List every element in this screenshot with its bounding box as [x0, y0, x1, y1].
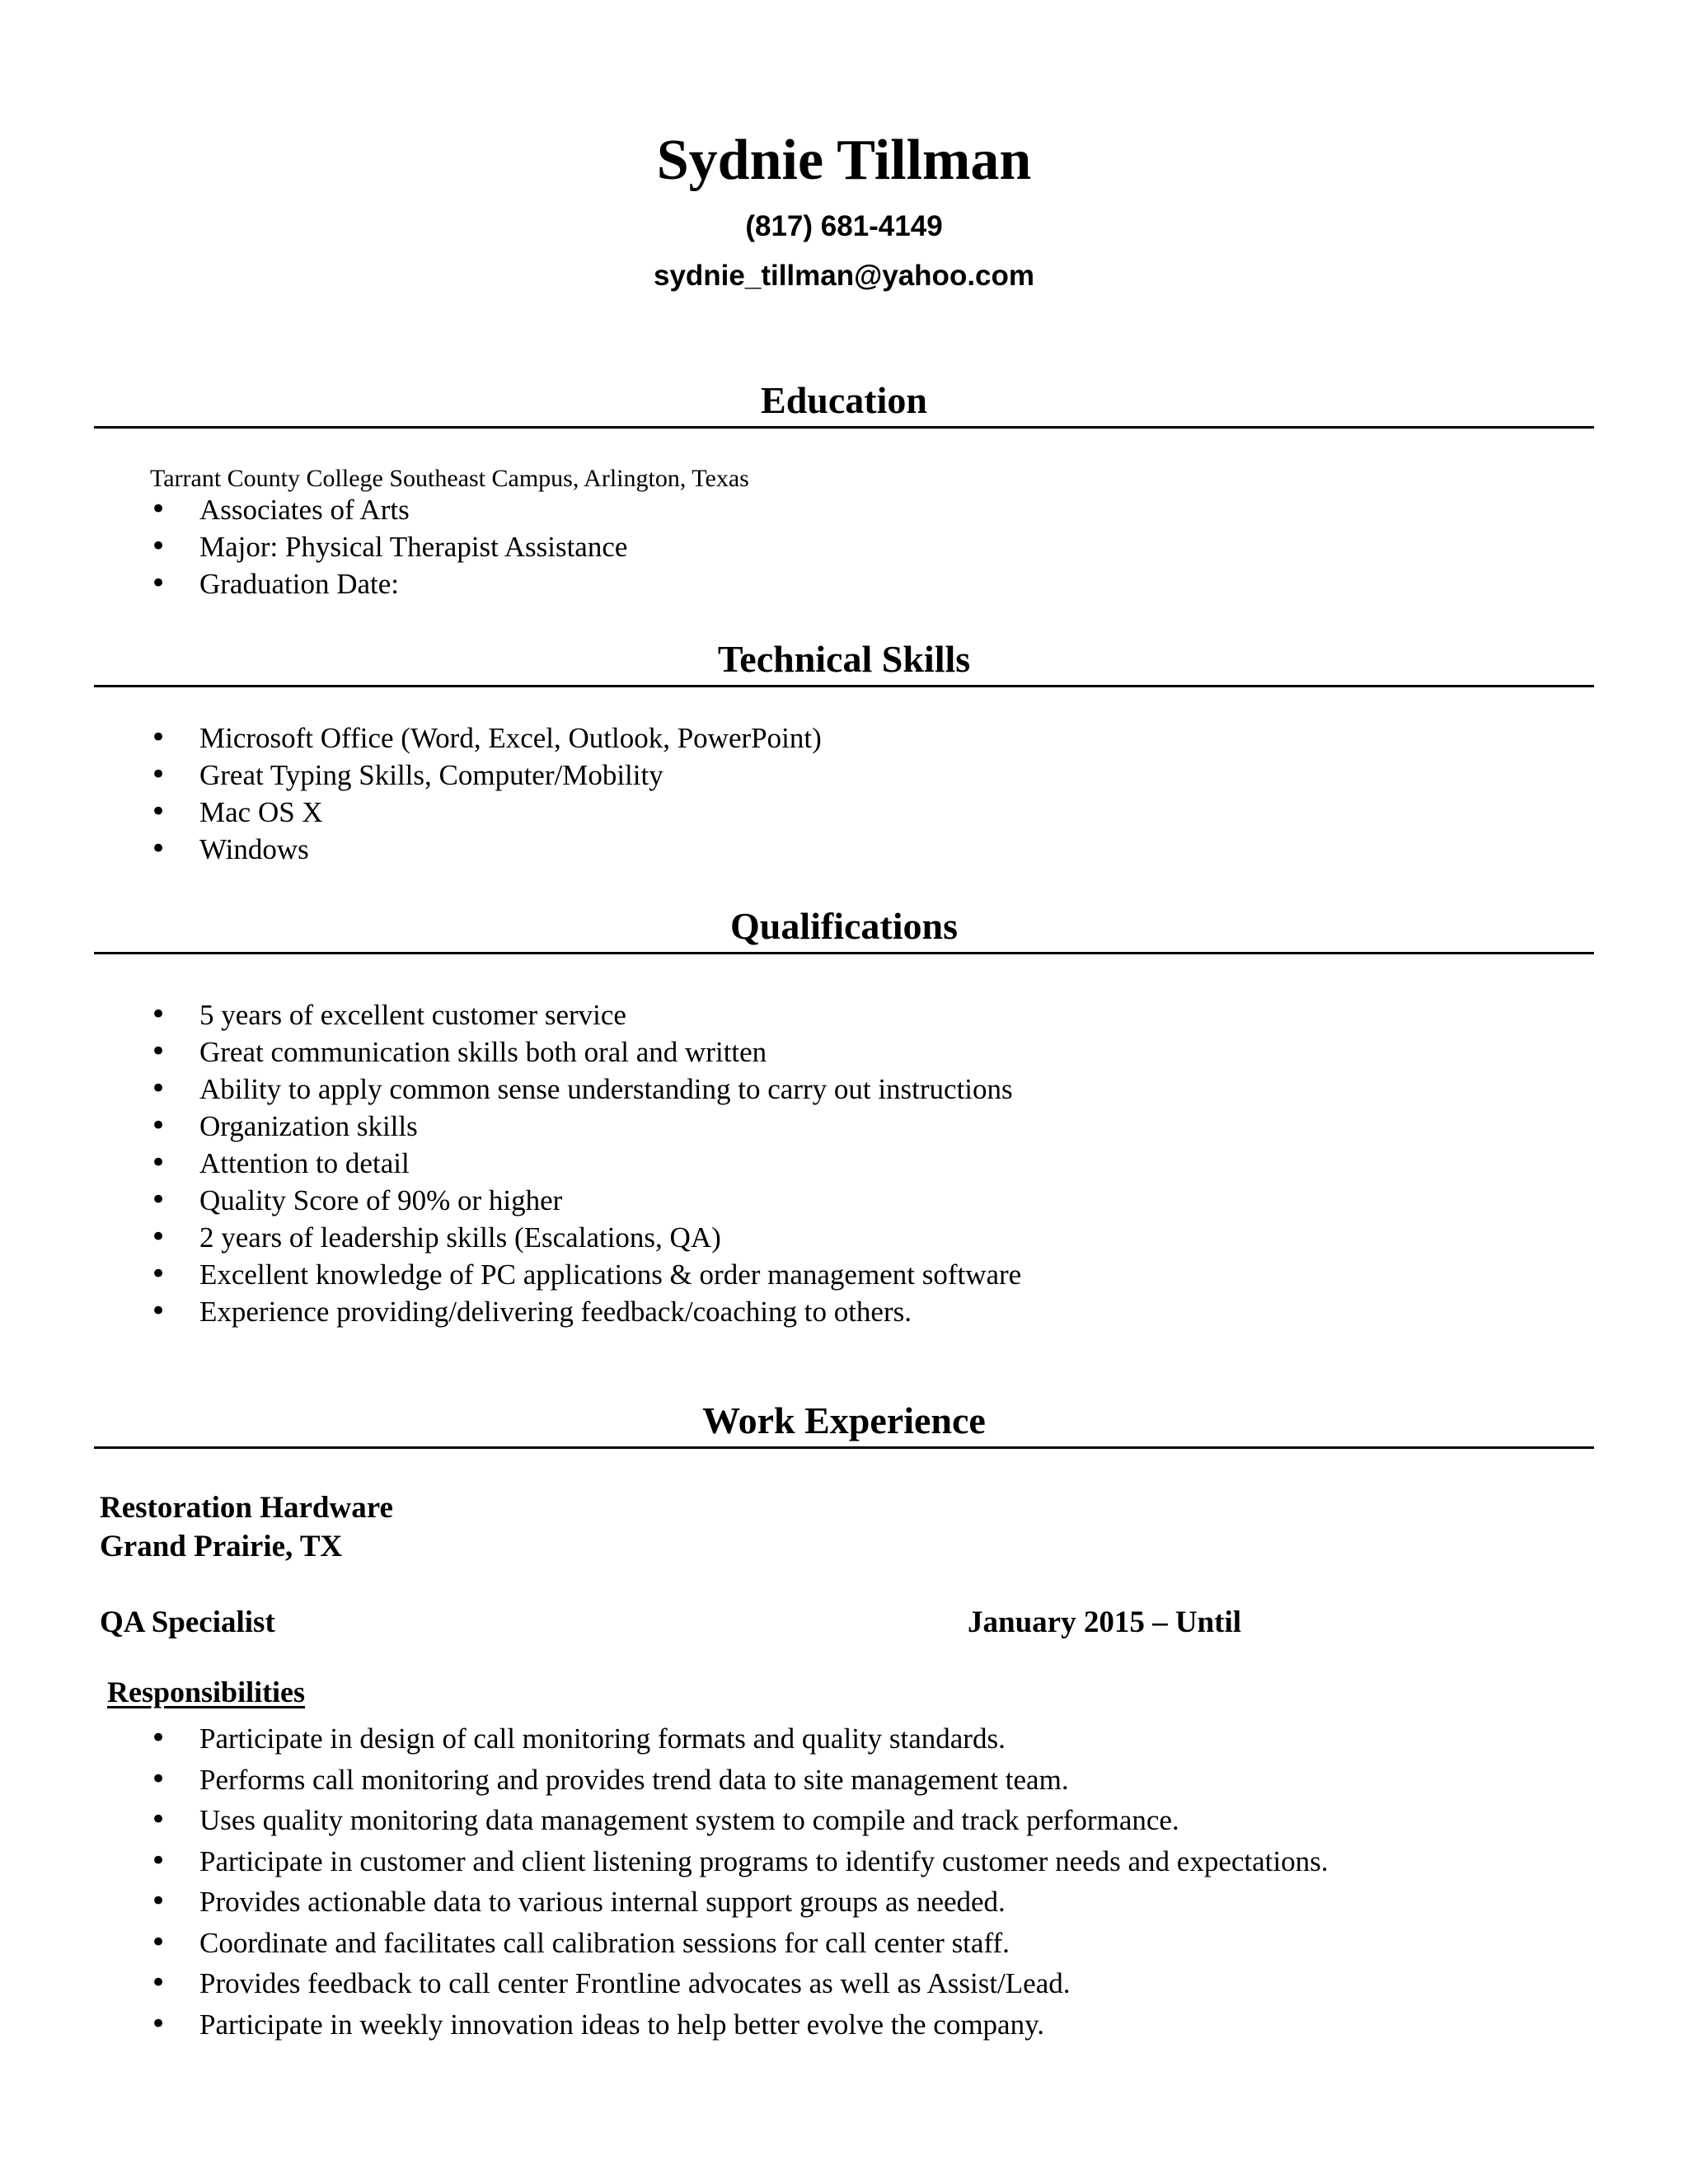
education-item: • Major: Physical Therapist Assistance [150, 528, 627, 565]
responsibility-item: • Participate in customer and client listening programs to identify customer needs and expectations. [150, 1841, 1328, 1882]
qualification-item: • Great communication skills both oral and written [150, 1033, 1021, 1071]
qualification-item: • Attention to detail [150, 1145, 1021, 1182]
education-heading: Education [761, 379, 927, 421]
technical-skills-divider [94, 685, 1594, 687]
job-dates: January 2015 – Until [968, 1605, 1242, 1639]
responsibility-item: • Provides actionable data to various internal support groups as needed. [150, 1882, 1328, 1923]
qualification-item: • Excellent knowledge of PC applications & order management software [150, 1256, 1021, 1293]
responsibility-item: • Participate in weekly innovation ideas to help better evolve the company. [150, 2004, 1328, 2046]
responsibility-item: • Participate in design of call monitoring formats and quality standards. [150, 1718, 1328, 1760]
education-divider [94, 426, 1594, 429]
qualification-item: • Quality Score of 90% or higher [150, 1182, 1021, 1219]
job-title: QA Specialist [100, 1605, 275, 1639]
responsibilities-heading: Responsibilities [107, 1675, 306, 1708]
skill-item: • Great Typing Skills, Computer/Mobility [150, 757, 822, 794]
technical-skills-list [150, 719, 822, 868]
education-item: • Associates of Arts [150, 491, 627, 528]
qualifications-divider [94, 952, 1594, 954]
responsibility-item: • Performs call monitoring and provides trend data to site management team. [150, 1760, 1328, 1801]
work-experience-divider [94, 1446, 1594, 1449]
qualification-item: • 2 years of leadership skills (Escalations, QA) [150, 1219, 1021, 1256]
education-list [150, 491, 627, 602]
technical-skills-heading: Technical Skills [717, 638, 971, 680]
qualification-item: • Organization skills [150, 1108, 1021, 1145]
responsibility-item: • Provides feedback to call center Frontline advocates as well as Assist/Lead. [150, 1963, 1328, 2004]
qualification-item: • Experience providing/delivering feedback/coaching to others. [150, 1293, 1021, 1330]
resume-name: Sydnie Tillman [656, 129, 1032, 192]
skill-item: • Microsoft Office (Word, Excel, Outlook, PowerPoint) [150, 719, 822, 757]
education-item: • Graduation Date: [150, 565, 627, 602]
qualifications-list [150, 996, 1021, 1330]
phone-number: (817) 681-4149 [745, 210, 943, 242]
responsibility-item: • Uses quality monitoring data management system to compile and track performance. [150, 1800, 1328, 1841]
skill-item: • Windows [150, 831, 822, 868]
work-experience-heading: Work Experience [702, 1399, 986, 1441]
responsibilities-list [150, 1718, 1328, 2045]
school-name: Tarrant County College Southeast Campus, Arlington, Texas [150, 465, 749, 492]
qualification-item: • Ability to apply common sense understanding to carry out instructions [150, 1071, 1021, 1108]
qualification-item: • 5 years of excellent customer service [150, 996, 1021, 1033]
email-address: sydnie_tillman@yahoo.com [653, 260, 1035, 292]
company-location: Grand Prairie, TX [100, 1530, 343, 1563]
responsibility-item: • Coordinate and facilitates call calibration sessions for call center staff. [150, 1923, 1328, 1964]
skill-item: • Mac OS X [150, 794, 822, 831]
company-name: Restoration Hardware [100, 1491, 393, 1525]
qualifications-heading: Qualifications [729, 905, 959, 947]
